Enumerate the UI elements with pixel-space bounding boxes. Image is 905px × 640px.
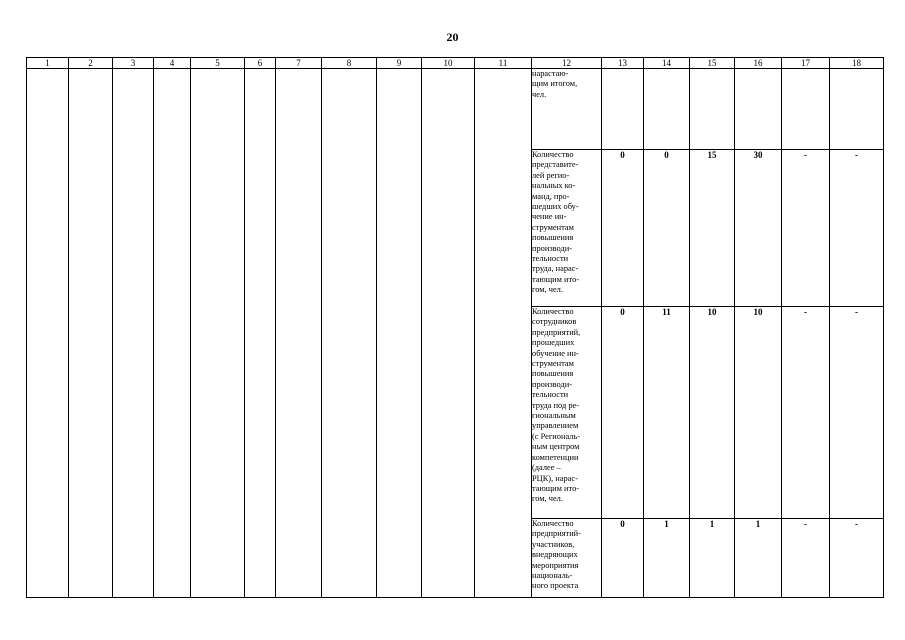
column-number: 4 [154,58,191,69]
value-cell: 0 [644,150,690,307]
value-cell [690,69,735,150]
value-cell: 10 [690,307,735,519]
column-number: 3 [113,58,154,69]
column-number: 13 [602,58,644,69]
column-number: 8 [322,58,377,69]
column-number-row [27,58,884,69]
value-cell: 0 [602,150,644,307]
value-cell: 1 [690,519,735,598]
value-cell: - [782,519,830,598]
value-cell: - [830,150,884,307]
column-number: 7 [276,58,322,69]
empty-cell [322,69,377,598]
empty-cell [69,69,113,598]
value-cell: 1 [644,519,690,598]
value-cell [830,69,884,150]
value-cell: 1 [735,519,782,598]
empty-cell [276,69,322,598]
empty-cell [422,69,475,598]
column-number: 5 [191,58,245,69]
value-cell: 15 [690,150,735,307]
column-number: 16 [735,58,782,69]
empty-cell [113,69,154,598]
column-number: 1 [27,58,69,69]
page-number: 20 [446,30,459,44]
indicator-description: Количество сотрудников предприятий, прошедших обучение ин- струментам повышения производи- тельности труда под ре- гиональным управлением (с Региональ- ным центром компетенции (далее – РЦК), нарас- тающим ито- гом, чел. [532,307,602,519]
indicator-description: Количество представите- лей регио- нальных ко- манд, про- шедших обу- чение ин- струментам повышения производи- тельности труда, нарас- тающим ито- гом, чел. [532,150,602,307]
table-row [27,69,884,150]
empty-cell [245,69,276,598]
value-cell: 10 [735,307,782,519]
column-number: 10 [422,58,475,69]
value-cell [735,69,782,150]
value-cell [602,69,644,150]
empty-cell [191,69,245,598]
empty-cell [475,69,532,598]
value-cell: 30 [735,150,782,307]
column-number: 17 [782,58,830,69]
empty-cell [27,69,69,598]
value-cell: 11 [644,307,690,519]
column-number: 6 [245,58,276,69]
column-number: 12 [532,58,602,69]
indicators-table [26,57,884,598]
column-number: 18 [830,58,884,69]
value-cell: - [830,519,884,598]
value-cell: 0 [602,307,644,519]
value-cell: - [830,307,884,519]
empty-cell [377,69,422,598]
empty-cell [154,69,191,598]
column-number: 15 [690,58,735,69]
value-cell: 0 [602,519,644,598]
indicator-description: Количество предприятий- участников, внедряющих мероприятия националь- ного проекта [532,519,602,598]
indicator-description: нарастаю- щим итогом, чел. [532,69,602,150]
value-cell: - [782,150,830,307]
column-number: 9 [377,58,422,69]
value-cell: - [782,307,830,519]
value-cell [782,69,830,150]
value-cell [644,69,690,150]
column-number: 14 [644,58,690,69]
column-number: 2 [69,58,113,69]
column-number: 11 [475,58,532,69]
